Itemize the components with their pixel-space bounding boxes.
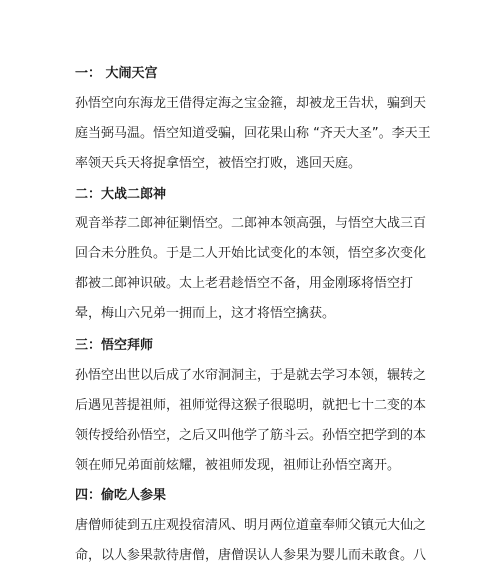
section-paragraph-1 — [75, 96, 435, 180]
section-paragraph-2 — [75, 216, 435, 326]
paragraph-line: 领在师兄弟面前炫耀，被祖师发现，祖师让孙悟空离开。 — [75, 458, 401, 473]
paragraph-line: 命，以人参果款待唐僧，唐僧误认人参果为婴儿而未敢食。八 — [75, 548, 427, 563]
paragraph-line: 领传授给孙悟空，之后又叫他学了筋斗云。孙悟空把学到的本 — [75, 428, 427, 443]
section-heading-3: 三：悟空拜师 — [75, 338, 154, 353]
paragraph-line: 孙悟空出世以后成了水帘洞洞主，于是就去学习本领，辗转之 — [75, 368, 427, 383]
paragraph-line: 后遇见菩提祖师，祖师觉得这猴子很聪明，就把七十二变的本 — [75, 398, 427, 413]
section-paragraph-3 — [75, 368, 435, 478]
paragraph-line: 庭当弼马温。悟空知道受骗，回花果山称 “齐天大圣”。李天王 — [75, 126, 431, 141]
paragraph-line: 观音举荐二郎神征剿悟空。二郎神本领高强，与悟空大战三百 — [75, 216, 427, 231]
paragraph-line: 唐僧师徒到五庄观投宿清风、明月两位道童奉师父镇元大仙之 — [75, 518, 427, 533]
paragraph-line: 晕，梅山六兄弟一拥而上，这才将悟空擒获。 — [75, 306, 336, 321]
paragraph-line: 率领天兵天将捉拿悟空，被悟空打败，逃回天庭。 — [75, 156, 362, 171]
paragraph-line: 孙悟空向东海龙王借得定海之宝金箍，却被龙王告状，骗到天 — [75, 96, 427, 111]
section-heading-4: 四：偷吃人参果 — [75, 488, 167, 503]
section-heading-1: 一： 大闹天宫 — [75, 66, 158, 81]
paragraph-line: 都被二郎神识破。太上老君趁悟空不备，用金刚琢将悟空打 — [75, 276, 414, 291]
section-heading-2: 二：大战二郎神 — [75, 187, 167, 202]
paragraph-line: 回合未分胜负。于是二人开始比试变化的本领，悟空多次变化 — [75, 246, 427, 261]
section-paragraph-4 — [75, 518, 435, 564]
